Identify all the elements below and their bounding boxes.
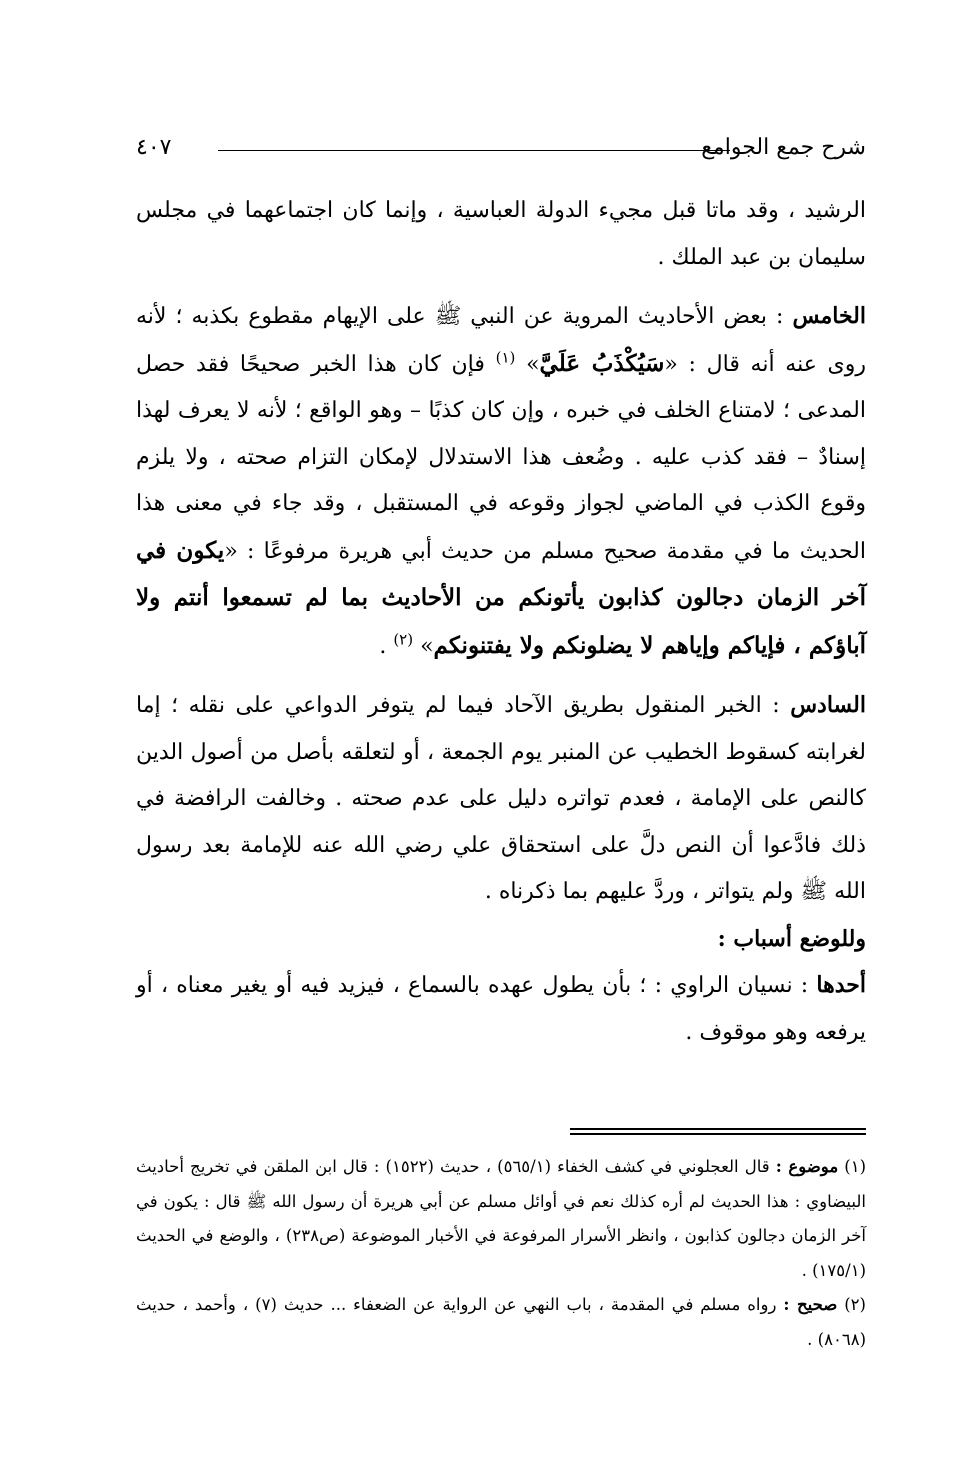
header-rule: [218, 150, 730, 151]
footnote-2: [136, 1288, 866, 1357]
quote-close: »: [515, 351, 540, 377]
footnote-text: قال العجلوني في كشف الخفاء (٥٦٥/١) ، حديث (١٥٢٢) : قال ابن الملقن في تخريج أحاديث البيضاوي : هذا الحديث لم أره كذلك نعم في أوائل مسلم عن أبي هريرة أن رسول الله ﷺ قال : يكون في آخر الزمان دجالون كذابون ، وانظر الأسرار المرفوعة في الأخبار الموضوعة (ص٢٣٨) ، والوضع في الحديث (١٧٥/١) .: [136, 1157, 866, 1280]
footnote-ref-1[interactable]: (١): [495, 348, 516, 367]
footnote-ref-2[interactable]: (٢): [393, 630, 414, 649]
paragraph-heading-fifth: الخامس: [792, 303, 866, 329]
section-subheading: وللوضع أسباب :: [717, 925, 866, 952]
running-header-title: شرح جمع الجوامع: [701, 135, 866, 160]
footnote-number: (٢): [844, 1295, 866, 1314]
hadith-quote: سَيُكْذَبُ عَلَيَّ: [539, 349, 665, 377]
running-header: [136, 133, 866, 163]
footnotes: [136, 1150, 866, 1357]
paragraph-sixth: [136, 682, 866, 916]
quote-close: »: [413, 633, 434, 659]
footnote-grade: موضوع :: [775, 1157, 839, 1176]
paragraph-end: .: [379, 633, 394, 659]
paragraph-text: : بعض الأحاديث المروية عن النبي ﷺ على الإيهام مقطوع بكذبه ؛ لأنه روى عنه أنه قال : «: [136, 304, 866, 377]
paragraph-first-cause: [136, 962, 866, 1056]
separator-line: [570, 1128, 866, 1130]
paragraph-text: : الخبر المنقول بطريق الآحاد فيما لم يتوفر الدواعي على نقله ؛ إما لغرابته كسقوط الخطيب عن المنبر يوم الجمعة ، أو لتعلقه بأصل من أصول الدين كالنص على الإمامة ، فعدم تواتره دليل على عدم صحته . وخالفت الرافضة في ذلك فادَّعوا أن النص دلَّ على استحقاق علي رضي الله عنه للإمامة بعد رسول الله ﷺ ولم يتواتر ، وردَّ عليهم بما ذكرناه .: [136, 693, 866, 904]
paragraph-text: فإن كان هذا الخبر صحيحًا فقد حصل المدعى ؛ لامتناع الخلف في خبره ، وإن كان كذبًا – وهو الواقع ؛ لأنه لا يعرف لهذا إسنادٌ – فقد كذب عليه . وضُعف هذا الاستدلال لإمكان التزام صحته ، ولا يلزم وقوع الكذب في الماضي لجواز وقوعه في المستقبل ، وقد جاء في معنى هذا الحديث ما في مقدمة صحيح مسلم من حديث أبي هريرة مرفوعًا : «: [136, 351, 866, 564]
paragraph-text: : نسيان الراوي : ؛ بأن يطول عهده بالسماع ، فيزيد فيه أو يغير معناه ، أو يرفعه وهو موقوف .: [136, 973, 866, 1045]
hadith-quote: يكون في آخر الزمان دجالون كذابون يأتونكم من الأحاديث بما لم تسمعوا أنتم ولا آباؤكم ، فإياكم وإياهم لا يضلونكم ولا يفتنونكم: [136, 536, 866, 659]
paragraph-heading-sixth: السادس: [790, 692, 866, 718]
paragraph-heading-first: أحدها: [816, 972, 866, 998]
page-number: ٤٠٧: [136, 135, 172, 160]
paragraph-fifth: [136, 293, 866, 670]
separator-line: [570, 1133, 866, 1135]
main-text: [136, 188, 866, 1056]
footnote-1: [136, 1150, 866, 1288]
footnote-text: رواه مسلم في المقدمة ، باب النهي عن الرواية عن الضعفاء ... حديث (٧) ، وأحمد ، حديث (٨٠٦٨) .: [136, 1295, 866, 1349]
footnote-grade: صحيح :: [783, 1295, 838, 1314]
footnote-separator: [570, 1128, 866, 1136]
paragraph-1: الرشيد ، وقد ماتا قبل مجيء الدولة العباسية ، وإنما كان اجتماعهما في مجلس سليمان بن عبد الملك .: [136, 198, 866, 270]
footnote-number: (١): [844, 1157, 867, 1176]
